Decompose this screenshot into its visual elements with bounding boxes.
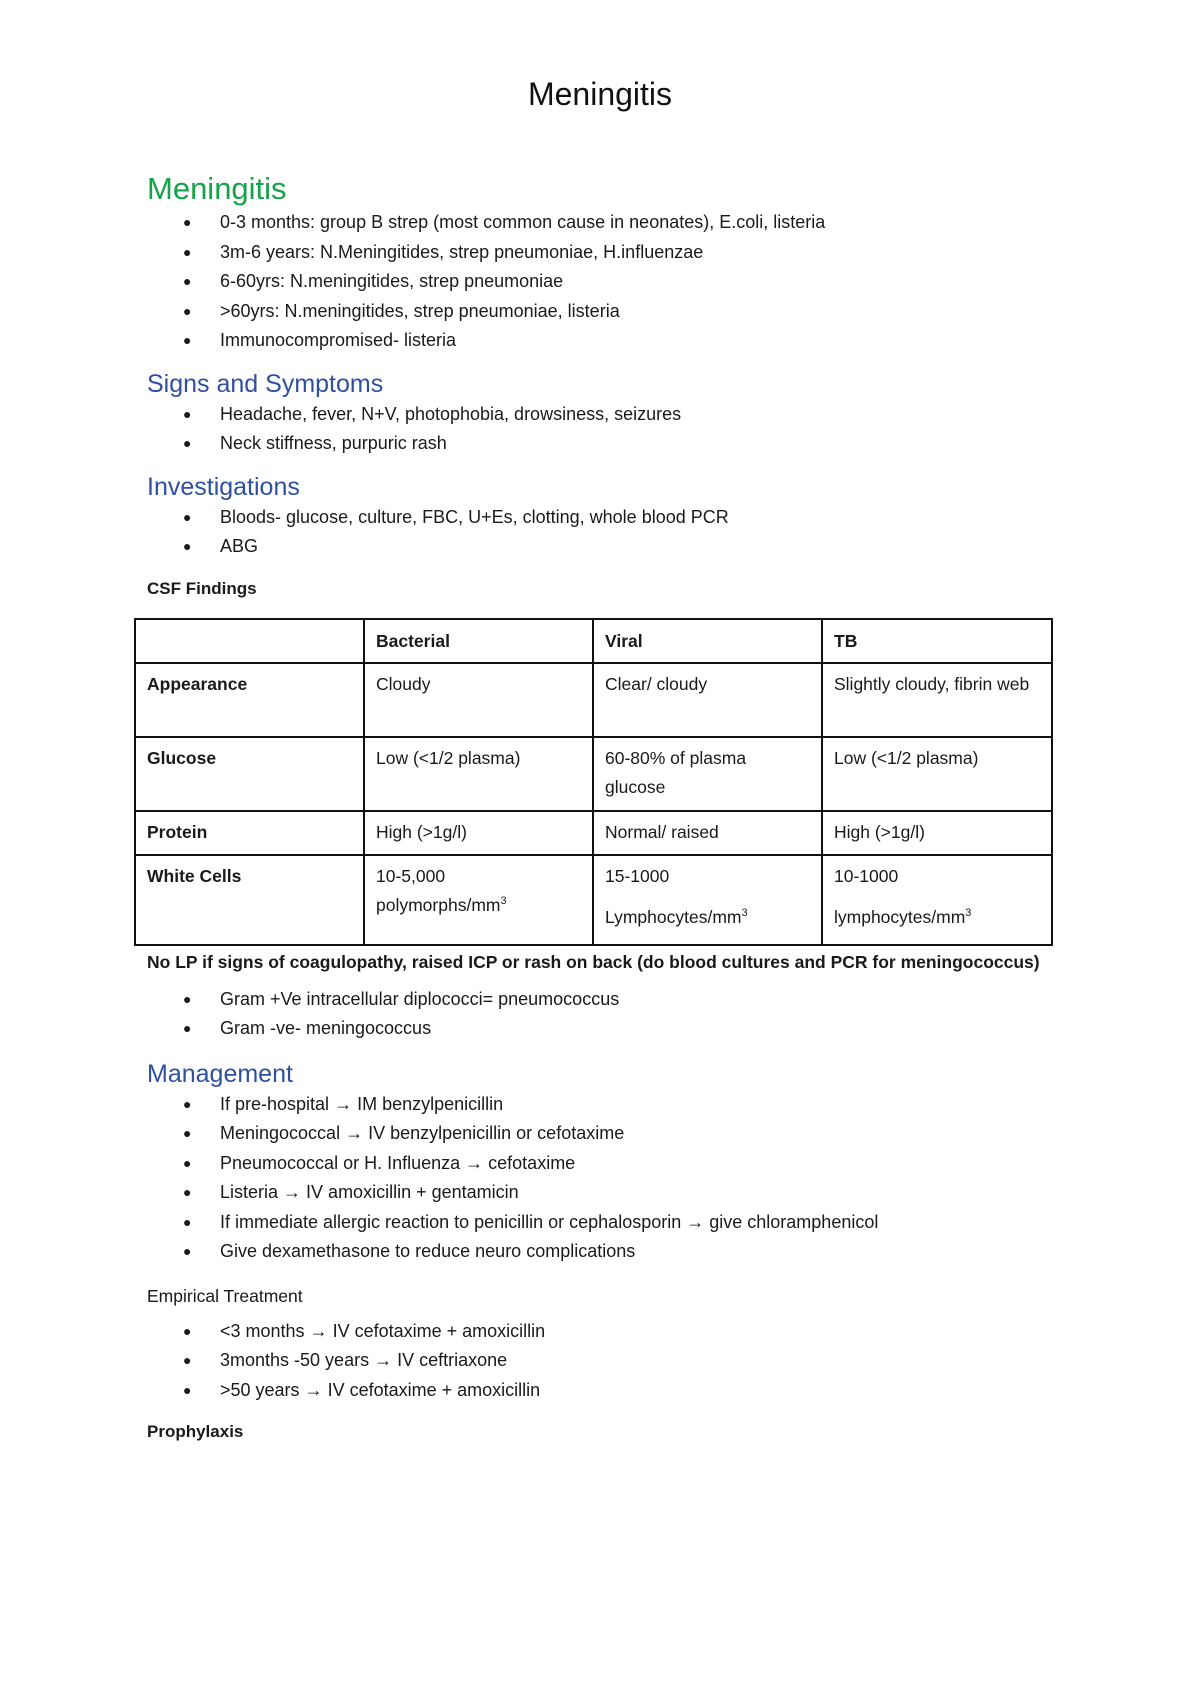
list-item bbox=[147, 1346, 1067, 1376]
list-item-result: cefotaxime bbox=[488, 1152, 576, 1173]
table-cell: 60-80% of plasma glucose bbox=[593, 737, 822, 811]
bullet-icon: ● bbox=[183, 538, 192, 554]
list-item-text: Headache, fever, N+V, photophobia, drowsiness, seizures bbox=[220, 403, 682, 424]
table-header-cell: Bacterial bbox=[364, 619, 593, 663]
table-cell: Cloudy bbox=[364, 663, 593, 737]
list-item-text: >50 years bbox=[220, 1379, 300, 1400]
lp-contraindication-note: No LP if signs of coagulopathy, raised ICP or rash on back (do blood cultures and PCR for meningococcus) bbox=[147, 951, 1040, 972]
table-cell bbox=[822, 855, 1052, 945]
list-item bbox=[147, 1014, 1067, 1044]
table-row bbox=[135, 811, 1052, 855]
empirical-treatment-list bbox=[147, 1317, 1067, 1406]
arrow-right-icon: → bbox=[329, 1093, 358, 1114]
bullet-icon: ● bbox=[183, 508, 192, 525]
document-title: Meningitis bbox=[527, 76, 673, 112]
list-item-result: IV cefotaxime + amoxicillin bbox=[332, 1320, 546, 1341]
arrow-right-icon: → bbox=[340, 1123, 369, 1143]
list-item-text: Immunocompromised- listeria bbox=[220, 330, 457, 350]
arrow-right-icon: → bbox=[299, 1379, 328, 1400]
bullet-icon: ● bbox=[183, 273, 192, 289]
list-item bbox=[147, 1376, 1067, 1406]
bullet-icon: ● bbox=[183, 435, 192, 451]
section-heading-management: Management bbox=[147, 1059, 293, 1088]
list-item bbox=[147, 1317, 1067, 1347]
gram-stain-list bbox=[147, 985, 1067, 1044]
list-item-result: IV benzylpenicillin or cefotaxime bbox=[368, 1123, 625, 1143]
bullet-icon: ● bbox=[183, 405, 192, 422]
table-row bbox=[135, 855, 1052, 945]
list-item bbox=[147, 400, 1067, 430]
list-item-text: 0-3 months: group B strep (most common cause in neonates), E.coli, listeria bbox=[220, 212, 826, 232]
list-item bbox=[147, 985, 1067, 1015]
table-header-cell bbox=[135, 619, 364, 663]
table-cell: Normal/ raised bbox=[593, 811, 822, 855]
table-row bbox=[135, 737, 1052, 811]
bullet-icon: ● bbox=[183, 332, 192, 348]
list-item bbox=[147, 1090, 1067, 1120]
list-item bbox=[147, 297, 1067, 327]
list-item-text: 3months -50 years bbox=[220, 1350, 370, 1370]
list-item bbox=[147, 532, 1067, 562]
arrow-right-icon: → bbox=[681, 1211, 710, 1232]
list-item-text: Give dexamethasone to reduce neuro complications bbox=[220, 1241, 636, 1261]
document-content bbox=[147, 170, 1067, 1445]
list-item bbox=[147, 326, 1067, 356]
row-label: White Cells bbox=[135, 855, 364, 945]
arrow-right-icon: → bbox=[304, 1320, 333, 1341]
list-item bbox=[147, 208, 1067, 238]
empirical-treatment-label: Empirical Treatment bbox=[147, 1285, 303, 1306]
list-item-text: Meningococcal bbox=[220, 1123, 341, 1143]
wbc-count: 15-1000 bbox=[605, 865, 670, 886]
list-item bbox=[147, 1178, 1067, 1208]
list-item-text: Pneumococcal or H. Influenza bbox=[220, 1152, 461, 1173]
list-item-text: ABG bbox=[220, 536, 259, 556]
list-item-result: give chloramphenicol bbox=[709, 1211, 879, 1232]
bullet-icon: ● bbox=[183, 214, 192, 230]
bullet-icon: ● bbox=[183, 302, 192, 319]
list-item bbox=[147, 238, 1067, 268]
bullet-icon: ● bbox=[183, 1381, 192, 1398]
table-cell: Clear/ cloudy bbox=[593, 663, 822, 737]
table-cell: Low (<1/2 plasma) bbox=[364, 737, 593, 811]
bullet-icon: ● bbox=[183, 1095, 192, 1112]
table-header-row bbox=[135, 619, 1052, 663]
table-cell bbox=[364, 855, 593, 945]
bullet-icon: ● bbox=[183, 1125, 192, 1141]
table-header-cell: Viral bbox=[593, 619, 822, 663]
section-heading-investigations: Investigations bbox=[147, 472, 300, 501]
management-list bbox=[147, 1090, 1067, 1267]
list-item-text: If immediate allergic reaction to penicillin or cephalosporin bbox=[220, 1211, 682, 1232]
wbc-count: 10-1000 bbox=[834, 865, 899, 886]
list-item-text: Listeria bbox=[220, 1182, 279, 1202]
investigations-list bbox=[147, 503, 1067, 562]
signs-list bbox=[147, 400, 1067, 459]
list-item-result: IV cefotaxime + amoxicillin bbox=[327, 1379, 541, 1400]
bullet-icon: ● bbox=[183, 243, 192, 260]
table-cell: High (>1g/l) bbox=[364, 811, 593, 855]
bullet-icon: ● bbox=[183, 1322, 192, 1339]
list-item bbox=[147, 1237, 1067, 1267]
list-item bbox=[147, 1208, 1067, 1238]
list-item bbox=[147, 429, 1067, 459]
bullet-icon: ● bbox=[183, 1184, 192, 1200]
row-label: Glucose bbox=[135, 737, 364, 811]
bullet-icon: ● bbox=[183, 1020, 192, 1036]
list-item-text: 3m-6 years: N.Meningitides, strep pneumoniae, H.influenzae bbox=[220, 241, 704, 262]
arrow-right-icon: → bbox=[460, 1152, 489, 1173]
prophylaxis-label: Prophylaxis bbox=[147, 1422, 244, 1441]
list-item bbox=[147, 267, 1067, 297]
list-item bbox=[147, 1119, 1067, 1149]
table-cell: Low (<1/2 plasma) bbox=[822, 737, 1052, 811]
list-item-text: <3 months bbox=[220, 1320, 305, 1341]
wbc-unit: Lymphocytes/$mm^3$ bbox=[605, 906, 748, 927]
list-item bbox=[147, 1149, 1067, 1179]
csf-findings-label: CSF Findings bbox=[147, 578, 257, 598]
list-item-text: Neck stiffness, purpuric rash bbox=[220, 433, 447, 453]
causes-list bbox=[147, 208, 1067, 356]
table-cell bbox=[593, 855, 822, 945]
table-header-cell: TB bbox=[822, 619, 1052, 663]
row-label: Protein bbox=[135, 811, 364, 855]
arrow-right-icon: → bbox=[278, 1182, 307, 1202]
list-item-text: Gram -ve- meningococcus bbox=[220, 1018, 432, 1038]
list-item bbox=[147, 503, 1067, 533]
list-item-text: 6-60yrs: N.meningitides, strep pneumoniae bbox=[220, 271, 564, 291]
bullet-icon: ● bbox=[183, 1154, 192, 1171]
wbc-count: 10-5,000 bbox=[376, 865, 446, 886]
list-item-text: >60yrs: N.meningitides, strep pneumoniae, listeria bbox=[220, 300, 620, 321]
bullet-icon: ● bbox=[183, 990, 192, 1007]
table-cell: High (>1g/l) bbox=[822, 811, 1052, 855]
section-heading-meningitis: Meningitis bbox=[147, 171, 287, 206]
wbc-unit: lymphocytes/$mm^3$ bbox=[834, 906, 972, 927]
table-cell: Slightly cloudy, fibrin web bbox=[822, 663, 1052, 737]
arrow-right-icon: → bbox=[369, 1350, 398, 1370]
bullet-icon: ● bbox=[183, 1352, 192, 1368]
list-item-text: If pre-hospital bbox=[220, 1093, 330, 1114]
table-row bbox=[135, 663, 1052, 737]
section-heading-signs: Signs and Symptoms bbox=[147, 369, 384, 398]
list-item-result: IM benzylpenicillin bbox=[357, 1093, 504, 1114]
bullet-icon: ● bbox=[183, 1243, 192, 1259]
list-item-text: Gram +Ve intracellular diplococci= pneumococcus bbox=[220, 988, 620, 1009]
bullet-icon: ● bbox=[183, 1213, 192, 1230]
row-label: Appearance bbox=[135, 663, 364, 737]
list-item-result: IV ceftriaxone bbox=[397, 1350, 508, 1370]
list-item-text: Bloods- glucose, culture, FBC, U+Es, clotting, whole blood PCR bbox=[220, 506, 729, 527]
wbc-unit: polymorphs/$mm^3$ bbox=[376, 894, 507, 915]
csf-findings-table bbox=[134, 618, 1053, 946]
list-item-result: IV amoxicillin + gentamicin bbox=[306, 1182, 519, 1202]
